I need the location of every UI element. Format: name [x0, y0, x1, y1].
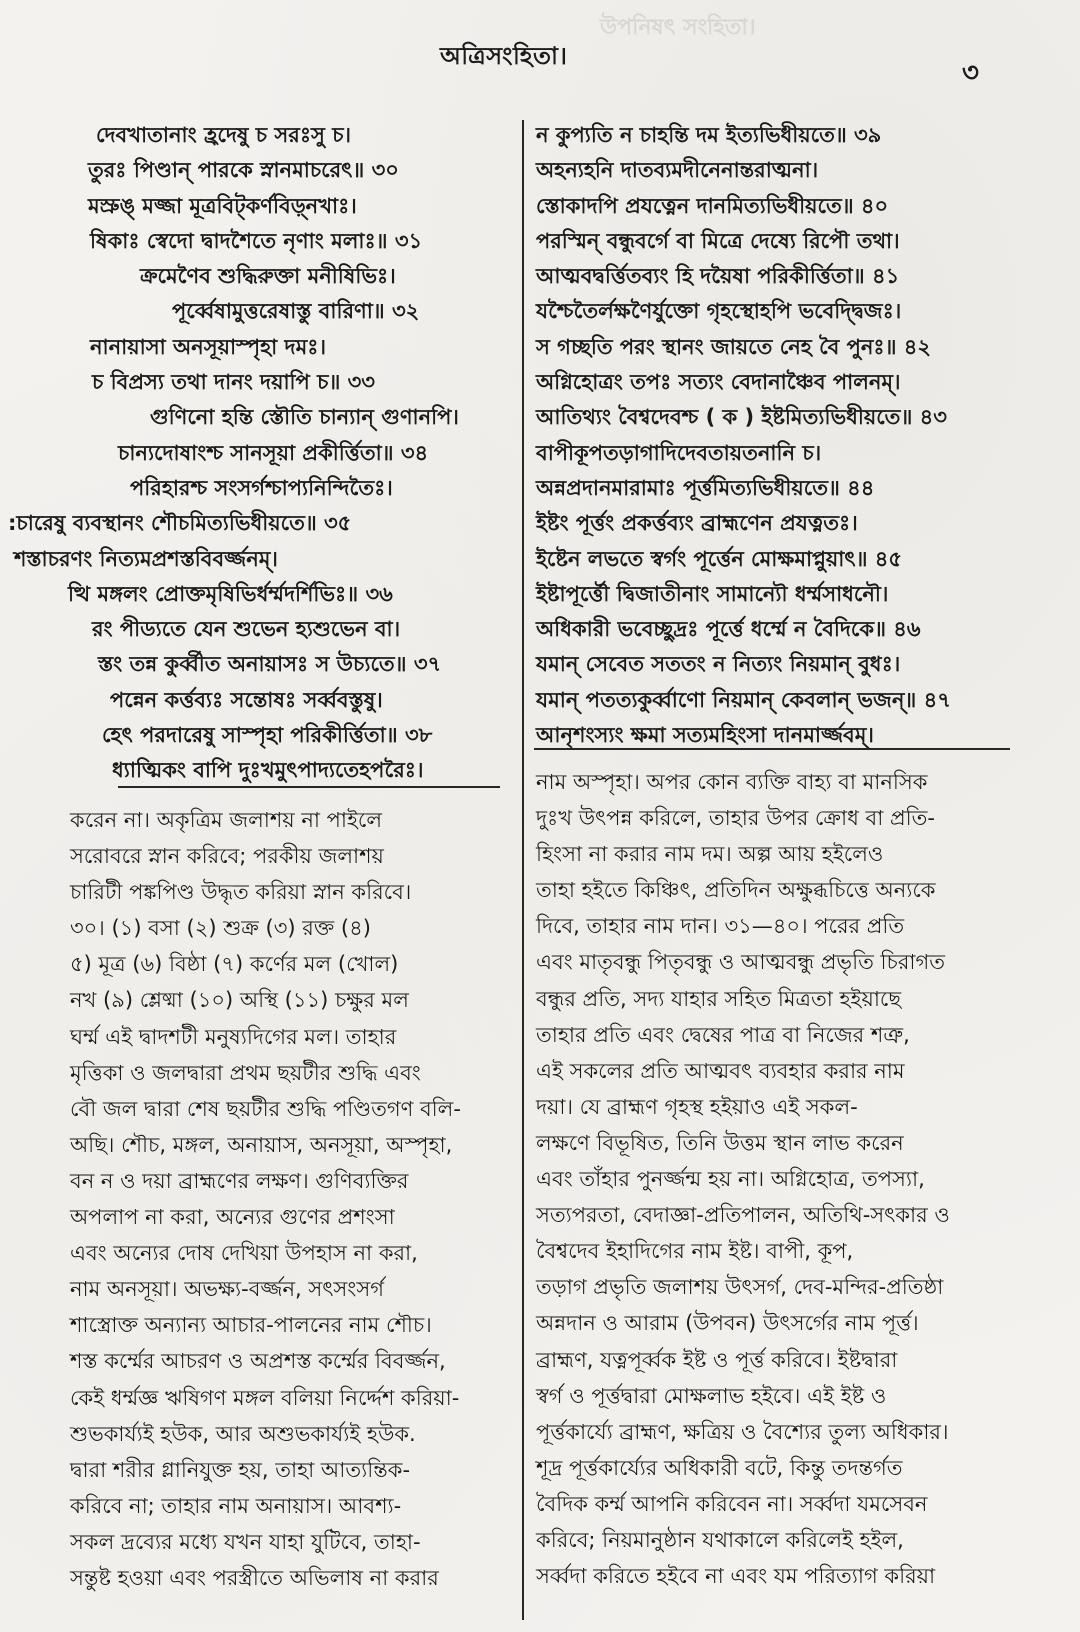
commentary-line: এই সকলের প্রতি আত্মবৎ ব্যবহার করার নাম [536, 1058, 905, 1083]
commentary-line: ব্রাহ্মণ, যত্নপূর্ব্বক ইষ্ট ও পূর্ত্ত করিবে। ইষ্টদ্বারা [536, 1347, 898, 1372]
commentary-line: সর্ব্বদা করিতে হইবে না এবং যম পরিত্যাগ করিয়া [536, 1564, 936, 1589]
commentary-line: ৩০। (১) বসা (২) শুক্র (৩) রক্ত (৪) [70, 916, 371, 941]
verse-line: :চারেষু ব্যবস্থানং শৌচমিত্যভিধীয়তে॥ ৩৫ [8, 511, 352, 536]
verse-line: পন্নেন কর্ত্তব্যঃ সন্তোষঃ সর্ব্ববস্তুষু। [110, 687, 383, 712]
commentary-line: সকল দ্রব্যের মধ্যে যখন যাহা যুটিবে, তাহা- [70, 1529, 421, 1554]
commentary-line: মৃত্তিকা ও জলদ্বারা প্রথম ছয়টীর শুদ্ধি এবং [70, 1060, 421, 1085]
commentary-line: করেন না। অকৃত্রিম জলাশয় না পাইলে [70, 808, 383, 832]
commentary-line: বৈশ্বদেব ইহাদিগের নাম ইষ্ট। বাপী, কূপ, [536, 1239, 854, 1264]
verse-line: পূর্ব্বেষামুত্তরেষাস্তু বারিণা॥ ৩২ [172, 299, 420, 324]
verse-line: বাপীকূপতড়াগাদিদেবতায়তনানি চ। [536, 440, 822, 465]
verse-line: আতিথ্যং বৈশ্বদেবশ্চ ( ক ) ইষ্টমিত্যভিধীয়তে॥ ৪৩ [536, 405, 947, 430]
verse-line: অন্নপ্রদানমারামাঃ পূর্ত্তমিত্যভিধীয়তে॥ ৪৪ [536, 475, 875, 500]
bengali-commentary-right-column [536, 764, 1020, 1594]
commentary-line: নাম অনসূয়া। অভক্ষ্য-বর্জ্জন, সৎসংসর্গ [70, 1277, 384, 1302]
verse-line: ক্রমেণৈব শুদ্ধিরুক্তা মনীষিভিঃ। [140, 264, 396, 289]
verse-line: পরস্মিন্ বন্ধুবর্গে বা মিত্রে দেষ্যে রিপৌ তথা। [536, 228, 900, 253]
commentary-line: বন ন ও দয়া ব্রাহ্মণের লক্ষণ। গুণিব্যক্তির [70, 1168, 409, 1193]
verse-line: আনৃশংস্যং ক্ষমা সত্যমহিংসা দানমার্জ্জবম্। [536, 723, 874, 748]
verse-line: অহন্যহনি দাতব্যমদীনেনান্তরাত্মনা। [536, 158, 819, 183]
verse-line: তুরঃ পিণ্ডান্ পারকে স্নানমাচরেৎ॥ ৩০ [88, 158, 399, 183]
commentary-line: শাস্ত্রোক্ত অন্যান্য আচার-পালনের নাম শৌচ। [70, 1313, 432, 1338]
bengali-commentary-left-column [70, 802, 510, 1596]
commentary-line: বৈদিক কর্ম্ম আপনি করিবেন না। সর্ব্বদা যমসেবন [536, 1491, 928, 1516]
verse-line: গুণিনো হন্তি স্তৌতি চান্যান্ গুণানপি। [150, 405, 459, 430]
verse-line: ইষ্টেন লভতে স্বর্গং পূর্ত্তেন মোক্ষমাপ্নুয়াৎ॥ ৪৫ [536, 546, 903, 571]
commentary-line: দুঃখ উৎপন্ন করিলে, তাহার উপর ক্রোধ বা প্রতি- [536, 806, 936, 831]
commentary-line: করিবে না; তাহার নাম অনায়াস। আবশ্য- [70, 1493, 402, 1518]
commentary-line: হিংসা না করার নাম দম। অল্প আয় হইলেও [536, 842, 884, 867]
commentary-line: লক্ষণে বিভূষিত, তিনি উত্তম স্থান লাভ করেন [536, 1130, 904, 1155]
verse-line: পরিহারশ্চ সংসর্গশ্চাপ্যনিন্দিতৈঃ। [130, 475, 393, 500]
verse-line: হেৎ পরদারেষু সাস্পৃহা পরিকীর্ত্তিতা॥ ৩৮ [102, 723, 433, 748]
verse-line: দেবখাতানাং হ্রদেষু চ সরঃসু চ। [96, 123, 352, 147]
commentary-line: দয়া। যে ব্রাহ্মণ গৃহস্থ হইয়াও এই সকল- [536, 1094, 858, 1119]
verse-line: যমান্ সেবেত সততং ন নিত্যং নিয়মান্ বুধঃ। [536, 652, 901, 677]
verse-line: যমান্ পতত্যকুর্ব্বাণো নিয়মান্ কেবলান্ ভজন্॥ ৪৭ [536, 687, 951, 712]
commentary-line: শূদ্র পূর্ত্তকার্য্যের অধিকারী বটে, কিন্তু তদন্তর্গত [536, 1455, 903, 1480]
page-number: ৩ [962, 58, 979, 88]
sanskrit-verses-right-column [536, 118, 1036, 753]
verse-line: আত্মবদ্বর্ত্তিতব্যং হি দয়ৈষা পরিকীর্ত্তিতা॥ ৪১ [536, 264, 900, 289]
verse-line: চ বিপ্রস্য তথা দানং দয়াপি চ॥ ৩৩ [92, 370, 375, 395]
commentary-line: এবং মাতৃবন্ধু পিতৃবন্ধু ও আত্মবন্ধু প্রভৃতি চিরাগত [536, 950, 946, 975]
commentary-line: করিবে; নিয়মানুষ্ঠান যথাকালে করিলেই হইল, [536, 1527, 904, 1552]
verse-line: ন কুপ্যতি ন চাহন্তি দম ইত্যভিধীয়তে॥ ৩৯ [536, 123, 882, 147]
commentary-line: বৌ জল দ্বারা শেষ ছয়টীর শুদ্ধি পণ্ডিতগণ বলি- [70, 1096, 461, 1121]
sanskrit-verses-left-column [8, 118, 510, 789]
verse-line: স্তং তন্ন কুর্ব্বীত অনায়াসঃ স উচ্যতে॥ ৩৭ [98, 652, 442, 677]
commentary-line: এবং অন্যের দোষ দেখিয়া উপহাস না করা, [70, 1241, 418, 1266]
commentary-line: এবং তাঁহার পুনর্জ্জন্ম হয় না। অগ্নিহোত্র, তপস্যা, [536, 1167, 925, 1192]
verse-line: নানায়াসা অনসূয়াস্পৃহা দমঃ। [90, 334, 326, 359]
column-divider [522, 120, 524, 1620]
commentary-line: বন্ধুর প্রতি, সদ্য যাহার সহিত মিত্রতা হইয়াছে [536, 986, 902, 1011]
commentary-line: পূর্ত্তকার্য্যে ব্রাহ্মণ, ক্ষত্রিয় ও বৈশ্যের তুল্য অধিকার। [536, 1419, 949, 1444]
verse-line: ধ্যাত্মিকং বাপি দুঃখমুৎপাদ্যতেহপরৈঃ। [112, 758, 424, 783]
running-title: অত্রিসংহিতা। [440, 42, 568, 70]
bleed-through-text: উপনিষৎ সংহিতা। [600, 15, 756, 40]
verse-line: অধিকারী ভবেচ্ছুদ্রঃ পূর্ত্তে ধর্ম্মে ন বৈদিকে॥ ৪৬ [536, 617, 921, 642]
footnote-separator-left [118, 786, 500, 788]
commentary-line: সরোবরে স্নান করিবে; পরকীয় জলাশয় [70, 844, 384, 869]
commentary-line: চারিটী পঙ্কপিণ্ড উদ্ধৃত করিয়া স্নান করিবে। [70, 880, 412, 905]
commentary-line: স্বর্গ ও পূর্ত্তদ্বারা মোক্ষলাভ হইবে। এই ইষ্ট ও [536, 1383, 887, 1408]
commentary-line: অন্নদান ও আরাম (উপবন) উৎসর্গের নাম পূর্ত্ত। [536, 1311, 919, 1336]
commentary-line: কেই ধর্ম্মজ্ঞ ঋষিগণ মঙ্গল বলিয়া নির্দ্দেশ করিয়া- [70, 1385, 460, 1410]
commentary-line: শস্ত কর্ম্মের আচরণ ও অপ্রশস্ত কর্ম্মের বিবর্জ্জন, [70, 1349, 446, 1374]
verse-line: ইষ্টং পূর্ত্তং প্রকর্ত্তব্যং ব্রাহ্মণেন প্রযত্নতঃ। [536, 511, 858, 536]
verse-line: স গচ্ছতি পরং স্থানং জায়তে নেহ বৈ পুনঃ॥ ৪২ [536, 334, 932, 359]
verse-line: চান্যদোষাংশ্চ সানসূয়া প্রকীর্ত্তিতা॥ ৩৪ [118, 440, 429, 465]
verse-line: রং পীড্যতে যেন শুভেন হ্যশুভেন বা। [92, 617, 401, 642]
commentary-line: সন্তুষ্ট হওয়া এবং পরস্ত্রীতে অভিলাষ না করার [70, 1565, 439, 1590]
commentary-line: তাহা হইতে কিঞ্চিৎ, প্রতিদিন অক্ষুব্ধচিত্তে অন্যকে [536, 878, 936, 903]
commentary-line: তড়াগ প্রভৃতি জলাশয় উৎসর্গ, দেব-মন্দির-প্রতিষ্ঠা [536, 1275, 944, 1300]
commentary-line: ৫) মূত্র (৬) বিষ্ঠা (৭) কর্ণের মল (খোল) [70, 952, 399, 977]
commentary-line: অছি। শৌচ, মঙ্গল, অনায়াস, অনসূয়া, অস্পৃহা, [70, 1132, 453, 1157]
commentary-line: শুভকার্য্যই হউক, আর অশুভকার্য্যই হউক. [70, 1421, 416, 1446]
commentary-line: দ্বারা শরীর গ্লানিযুক্ত হয়, তাহা আত্যন্তিক- [70, 1457, 411, 1482]
verse-line: স্তোকাদপি প্রযত্নেন দানমিত্যভিধীয়তে॥ ৪০ [536, 193, 889, 218]
commentary-line: তাহার প্রতি এবং দ্বেষের পাত্র বা নিজের শত্রু, [536, 1022, 910, 1047]
commentary-line: সত্যপরতা, বেদাজ্ঞা-প্রতিপালন, অতিথি-সৎকার ও [536, 1203, 950, 1228]
verse-line: মস্ৰুঙ্ মজ্জা মূত্রবিট্‌কর্ণবিড়্‌নখাঃ। [88, 193, 357, 218]
verse-line: যশ্চৈতৈর্লক্ষণৈর্যুক্তো গৃহস্থোহপি ভবেদ্দ্বিজঃ। [536, 299, 902, 324]
verse-line: ত্থি মঙ্গলং প্রোক্তমৃষিভির্ধর্ম্মদর্শিভিঃ॥ ৩৬ [68, 581, 393, 606]
verse-line: অগ্নিহোত্রং তপঃ সত্যং বেদানাঞ্চৈব পালনম্। [536, 370, 901, 395]
commentary-line: ঘর্ম্ম এই দ্বাদশটী মনুষ্যদিগের মল। তাহার [70, 1024, 397, 1049]
commentary-line: নাম অস্পৃহা। অপর কোন ব্যক্তি বাহ্য বা মানসিক [536, 770, 928, 794]
verse-line: ইষ্টাপূর্ত্তৌ দ্বিজাতীনাং সামান্যৌ ধর্ম্মসাধনৌ। [536, 581, 889, 606]
footnote-separator-right [534, 748, 1010, 750]
commentary-line: নখ (৯) শ্লেষ্মা (১০) অস্থি (১১) চক্ষুর মল [70, 988, 409, 1013]
verse-line: শস্তাচরণং নিত্যমপ্রশস্তবিবর্জ্জনম্। [14, 546, 278, 571]
verse-line: ষিকাঃ স্বেদো দ্বাদশৈতে নৃণাং মলাঃ॥ ৩১ [90, 228, 423, 253]
commentary-line: দিবে, তাহার নাম দান। ৩১—৪০। পরের প্রতি [536, 914, 905, 939]
commentary-line: অপলাপ না করা, অন্যের গুণের প্রশংসা [70, 1205, 395, 1230]
